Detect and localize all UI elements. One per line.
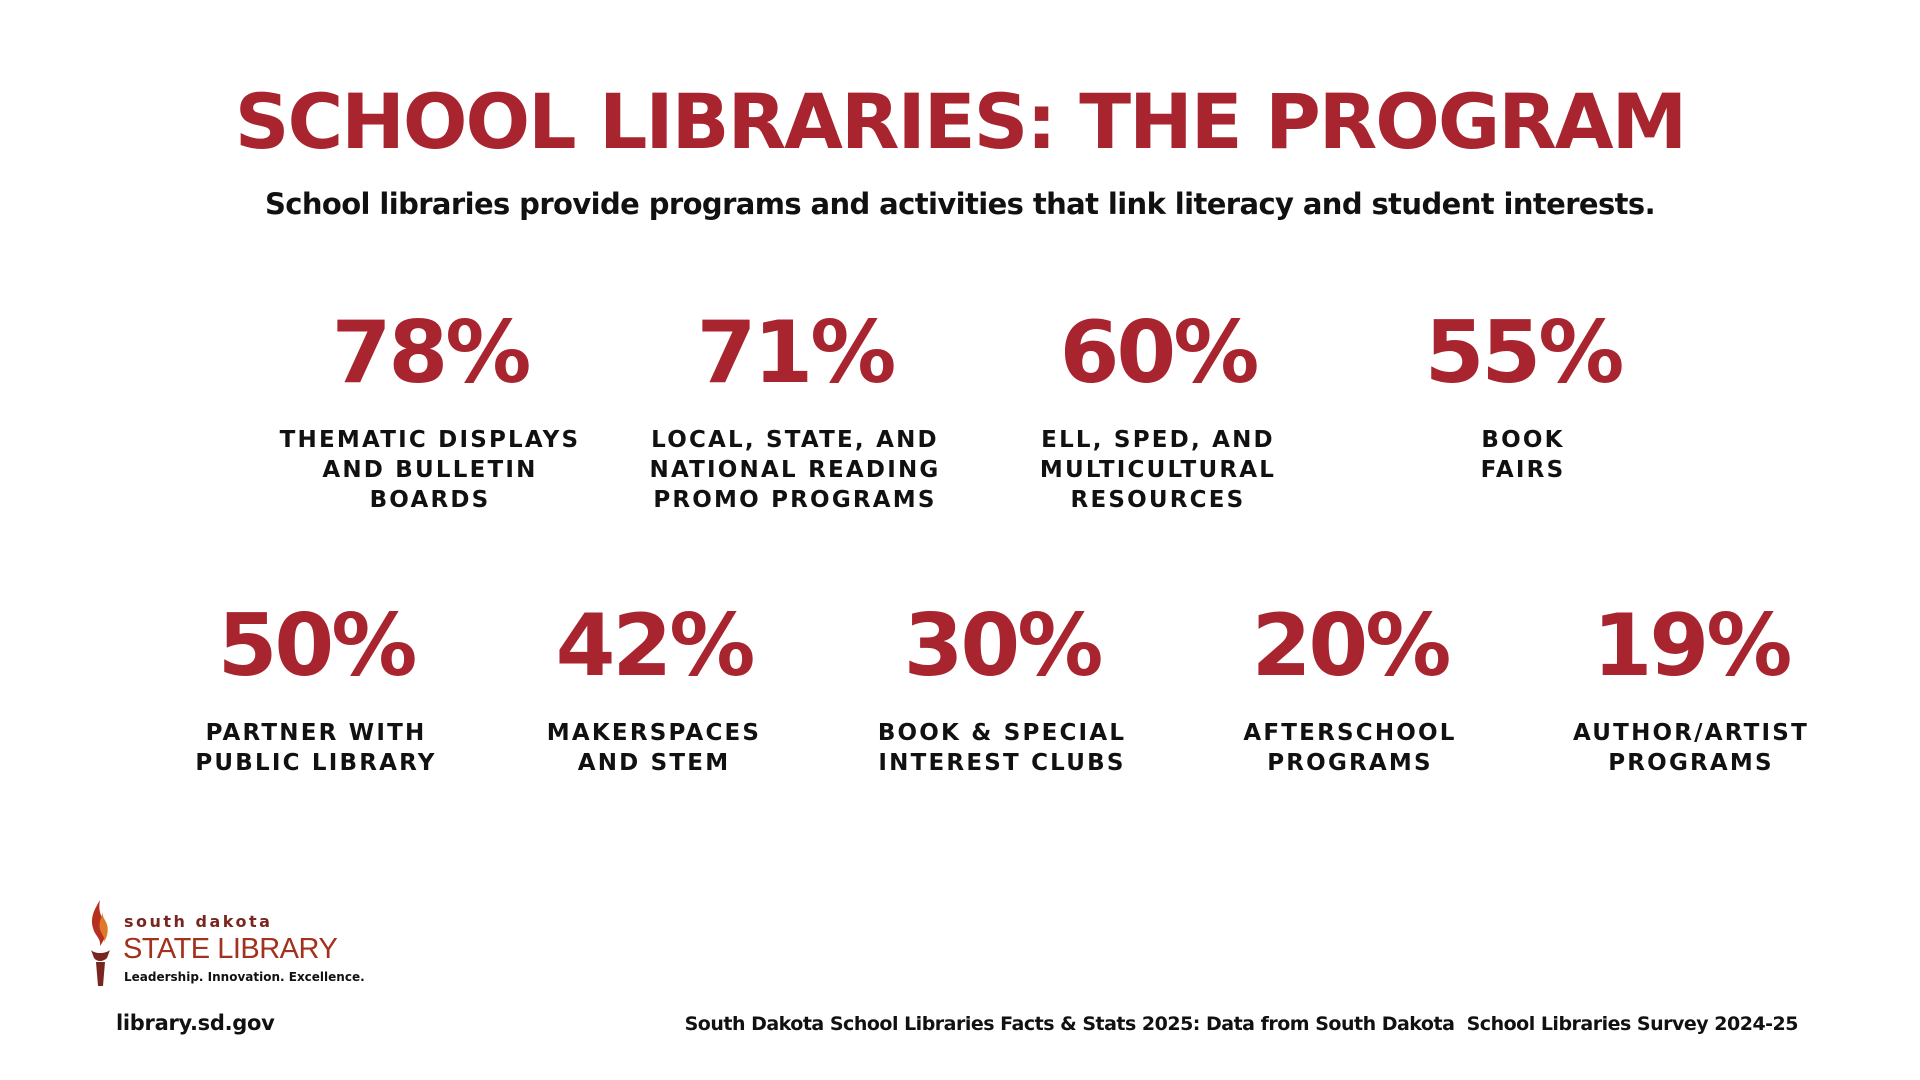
page-title: SCHOOL LIBRARIES: THE PROGRAM: [234, 77, 1686, 166]
stat-value: 50%: [217, 596, 415, 696]
stat-author-artist-programs: [1521, 598, 1861, 778]
stat-label: MAKERSPACES AND STEM: [546, 720, 762, 776]
stat-value: 71%: [696, 303, 894, 403]
stat-reading-promo-programs: [625, 305, 965, 515]
logo-line2: STATE LIBRARY: [123, 933, 338, 965]
stat-value: 19%: [1592, 596, 1790, 696]
stat-thematic-displays: [260, 305, 600, 515]
stat-value: 30%: [903, 596, 1101, 696]
footer-source: South Dakota School Libraries Facts & Stats 2025: Data from South Dakota School Libraries Survey 2024-25: [684, 1013, 1798, 1035]
page-subtitle: School libraries provide programs and activities that link literacy and student interests.: [264, 187, 1655, 221]
stat-label: BOOK FAIRS: [1480, 427, 1566, 483]
logo-tagline: Leadership. Innovation. Excellence.: [124, 970, 365, 984]
stat-afterschool-programs: [1180, 598, 1520, 778]
stat-label: AFTERSCHOOL PROGRAMS: [1243, 720, 1457, 776]
stat-value: 42%: [555, 596, 753, 696]
stat-label: BOOK & SPECIAL INTEREST CLUBS: [877, 720, 1127, 776]
stat-value: 55%: [1424, 303, 1622, 403]
stat-value: 20%: [1251, 596, 1449, 696]
stat-public-library-partner: [146, 598, 486, 778]
stat-label: THEMATIC DISPLAYS AND BULLETIN BOARDS: [279, 427, 581, 513]
stat-value: 60%: [1059, 303, 1257, 403]
stat-label: ELL, SPED, AND MULTICULTURAL RESOURCES: [1039, 427, 1277, 513]
stat-label: PARTNER WITH PUBLIC LIBRARY: [195, 720, 437, 776]
state-library-logo: [86, 898, 376, 988]
stat-multicultural-resources: [988, 305, 1328, 515]
stat-label: AUTHOR/ARTIST PROGRAMS: [1573, 720, 1809, 776]
stat-makerspaces-stem: [484, 598, 824, 778]
stat-book-fairs: [1353, 305, 1693, 485]
stat-value: 78%: [331, 303, 529, 403]
torch-flame-icon: [86, 898, 116, 988]
footer-website: library.sd.gov: [116, 1011, 275, 1035]
stat-label: LOCAL, STATE, AND NATIONAL READING PROMO PROGRAMS: [649, 427, 941, 513]
logo-line1: south dakota: [124, 912, 273, 931]
stat-interest-clubs: [832, 598, 1172, 778]
